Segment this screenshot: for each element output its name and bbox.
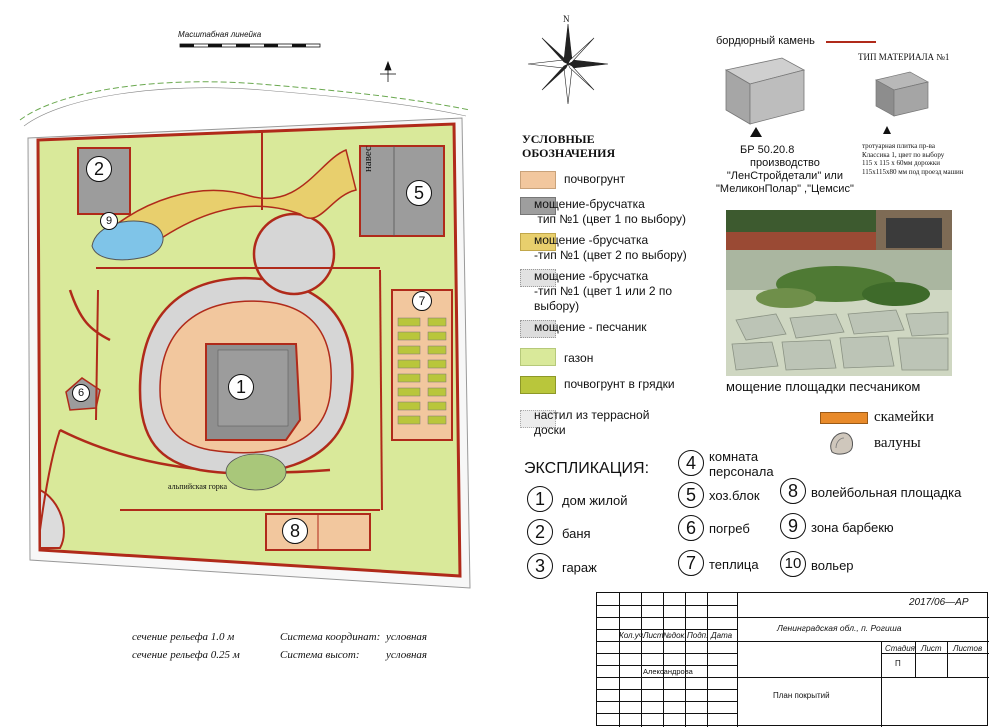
height-system-value: условная [386,649,428,661]
legend-title [522,132,615,160]
site-number-6: 6 [72,384,90,402]
coord-system-label: Система координат: [280,631,381,643]
explication-num-3: 3 [527,553,553,579]
alpine-hill-label: альпийская горка [168,482,228,491]
explication-label-6: погреб [709,521,750,536]
explication-num-1: 1 [527,486,553,512]
legend-title-line2: ОБОЗНАЧЕНИЯ [522,146,616,160]
project-location: Ленинградская обл., п. Рогиша [777,623,902,633]
title-block [596,592,988,726]
header-podp: Подп. [687,631,709,640]
explication-num-4: 4 [678,450,704,476]
legend-swatch-soil [520,171,556,189]
header-sheets: Листов [953,644,983,653]
curb-code: БР 50.20.8 [740,144,795,156]
site-number-1: 1 [228,374,254,400]
header-ndok: №док. [663,631,687,640]
tile-description: тротуарная плитка пр-ва Классика 1, цвет по выбору 115 х 115 х 60мм дорожки 115х115х80 мм под проезд машин [862,142,964,176]
legend-swatch-beds [520,376,556,394]
header-data: Дата [711,631,733,640]
legend-label-pavers-2: мощение -брусчатка -тип №1 (цвет 2 по выбору) [534,233,687,262]
explication-num-2: 2 [527,519,553,545]
photo-caption: мощение площадки песчаником [726,379,921,394]
explication-label-7: теплица [709,557,759,572]
explication-num-8: 8 [780,478,806,504]
sandstone-paving-photo [726,210,952,376]
boulders-label: валуны [874,435,921,451]
scale-bar-label: Масштабная линейка [178,30,262,39]
explication-num-7: 7 [678,550,704,576]
relief-1-label: сечение рельефа 1.0 м [132,631,235,643]
relief-025-label: сечение рельефа 0.25 м [132,649,240,661]
explication-label-9: зона барбекю [811,520,894,535]
site-plan [0,0,510,610]
height-system-label: Система высот: [280,649,360,661]
benches-label: скамейки [874,409,934,425]
site-number-2: 2 [86,156,112,182]
explication-label-4: комната персонала [709,449,774,479]
scale-bar [180,44,320,47]
boulder-icon [828,430,856,456]
header-kol-uch: Кол.уч. [619,631,646,640]
explication-label-10: вольер [811,558,854,573]
explication-num-5: 5 [678,482,704,508]
small-north-arrow [380,62,396,82]
project-code: 2017/06—АР [909,597,969,608]
legend-label-beds: почвогрунт в грядки [564,377,675,391]
paving-tile-image [872,68,932,120]
compass-rose [520,16,616,112]
author-name: Александрова [643,667,693,676]
explication-label-5: хоз.блок [709,488,760,503]
header-stage: Стадия [885,644,915,653]
explication-label-3: гараж [562,560,597,575]
legend-label-pavers-3: мощение -брусчатка -тип №1 (цвет 1 или 2 по выбору) [534,269,673,313]
curb-stone-image [722,56,808,130]
site-number-5: 5 [406,180,432,206]
legend-label-decking: настил из террасной доски [534,408,650,437]
explication-label-1: дом жилой [562,493,628,508]
compass-north-label: N [563,14,570,24]
legend-title-line1: УСЛОВНЫЕ [522,132,595,146]
stage-value: П [895,659,901,668]
curb-arrow-icon [750,127,762,137]
explication-num-10: 10 [780,551,806,577]
header-sheet: Лист [921,644,942,653]
curb-line-swatch [826,41,876,43]
legend-label-soil: почвогрунт [564,172,626,186]
explication-num-6: 6 [678,515,704,541]
site-number-7: 7 [412,291,432,311]
legend-label-lawn: газон [564,351,594,365]
sheet-title: План покрытий [773,691,830,700]
header-list: Лист [643,631,664,640]
legend-label-sandstone: мощение - песчаник [534,320,647,334]
material-type-label: ТИП МАТЕРИАЛА №1 [858,52,950,62]
explication-label-2: баня [562,526,591,541]
explication-label-8: волейбольная площадка [811,485,962,500]
explication-title: ЭКСПЛИКАЦИЯ: [524,460,650,477]
explication-num-9: 9 [780,513,806,539]
curb-maker: производство "ЛенСтройдетали" или "МеликонПолар" ,"Цемсис" [716,157,854,195]
tile-arrow-icon [883,126,891,134]
curb-label: бордюрный камень [716,35,815,47]
coord-system-value: условная [386,631,428,643]
legend-label-pavers-1: мощение-брусчатка тип №1 (цвет 1 по выбору) [534,197,687,226]
awning-label: навес [362,146,374,172]
site-number-9: 9 [100,212,118,230]
site-number-8: 8 [282,518,308,544]
legend-swatch-lawn [520,348,556,366]
bench-swatch [820,412,868,424]
